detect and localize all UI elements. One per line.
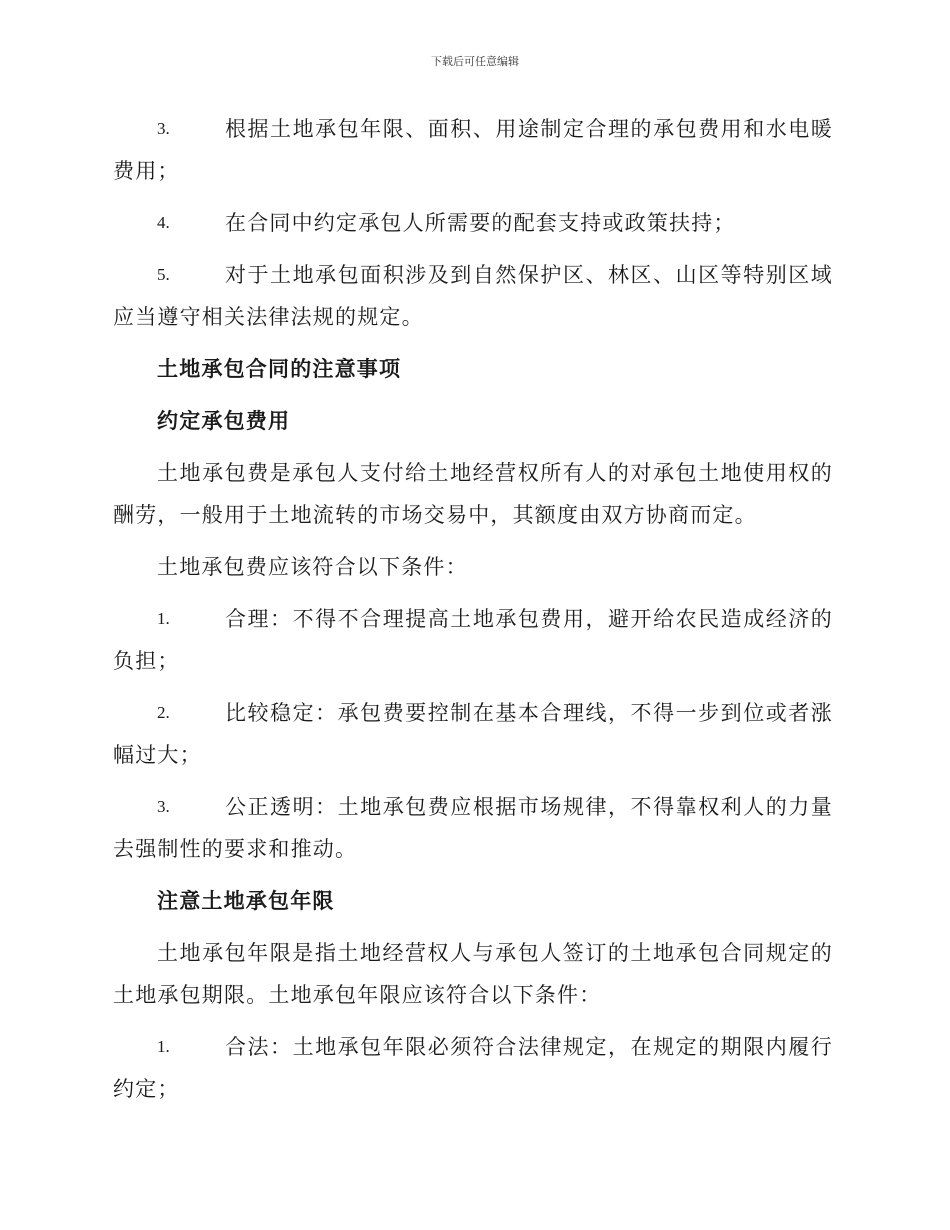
list-item <box>113 598 833 682</box>
list-text: 合法：土地承包年限必须符合法律规定，在规定的期限内履行约定； <box>113 1035 833 1101</box>
list-text: 合理：不得不合理提高土地承包费用，避开给农民造成经济的负担； <box>113 607 833 673</box>
document-body <box>113 108 833 1120</box>
list-item <box>113 786 833 870</box>
list-text: 对于土地承包面积涉及到自然保护区、林区、山区等特别区域应当遵守相关法律法规的规定。 <box>113 263 833 329</box>
paragraph: 土地承包费应该符合以下条件： <box>157 555 468 579</box>
list-text: 比较稳定：承包费要控制在基本合理线，不得一步到位或者涨幅过大； <box>113 701 833 767</box>
subsection-heading: 约定承包费用 <box>157 409 291 433</box>
paragraph: 土地承包年限是指土地经营权人与承包人签订的土地承包合同规定的土地承包期限。土地承包年限应该符合以下条件： <box>113 941 833 1007</box>
list-number: 1. <box>157 609 170 628</box>
list-text: 公正透明：土地承包费应根据市场规律，不得靠权利人的力量去强制性的要求和推动。 <box>113 795 833 861</box>
section-heading: 土地承包合同的注意事项 <box>157 357 402 381</box>
list-text: 根据土地承包年限、面积、用途制定合理的承包费用和水电暖费用； <box>113 117 833 183</box>
page-header: 下载后可任意编辑 <box>431 55 519 68</box>
list-number: 5. <box>157 265 170 284</box>
list-number: 3. <box>157 797 170 816</box>
list-item <box>113 254 833 338</box>
list-item <box>113 202 833 244</box>
list-number: 2. <box>157 703 170 722</box>
list-text: 在合同中约定承包人所需要的配套支持或政策扶持； <box>225 211 736 235</box>
paragraph: 土地承包费是承包人支付给土地经营权所有人的对承包土地使用权的酬劳，一般用于土地流转的市场交易中，其额度由双方协商而定。 <box>113 461 833 527</box>
list-item <box>113 108 833 192</box>
list-number: 1. <box>157 1037 170 1056</box>
list-number: 4. <box>157 213 170 232</box>
list-number: 3. <box>157 119 170 138</box>
list-item <box>113 692 833 776</box>
list-item <box>113 1026 833 1110</box>
subsection-heading: 注意土地承包年限 <box>157 889 335 913</box>
